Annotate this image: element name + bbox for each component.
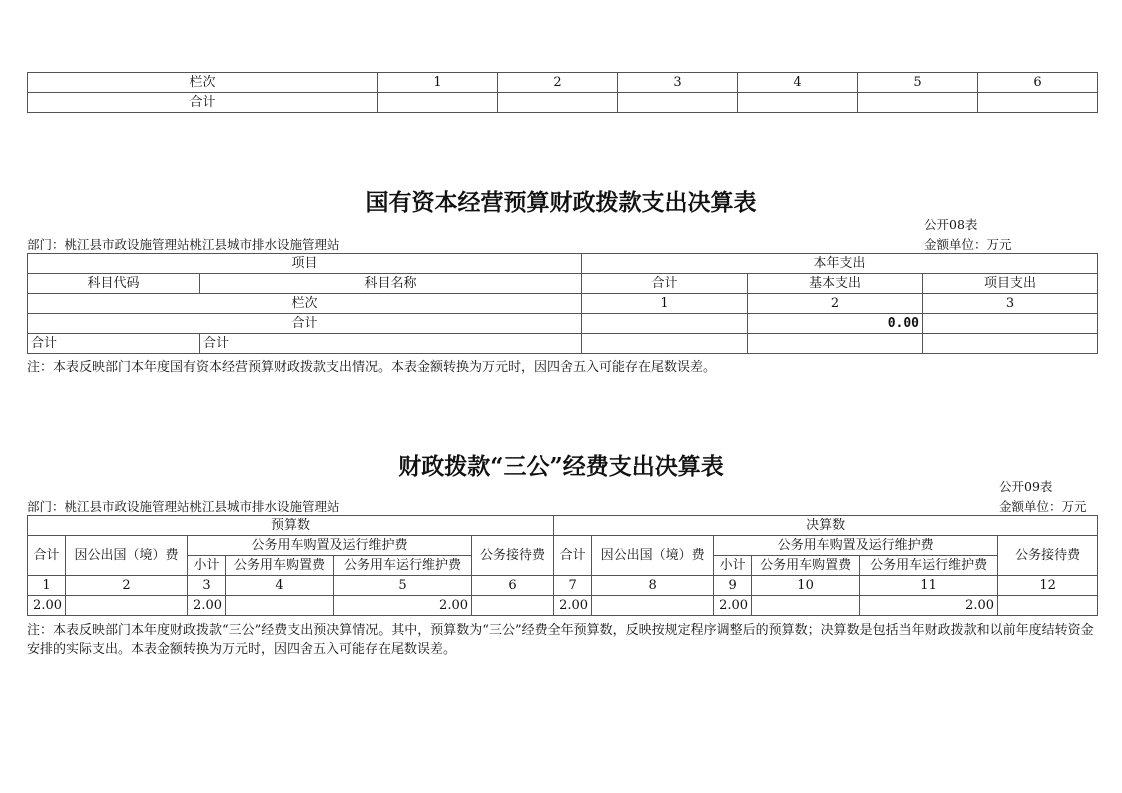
table-row — [28, 314, 1098, 334]
top-table — [27, 72, 1098, 113]
header-name: 科目名称 — [200, 274, 582, 294]
col-number: 9 — [714, 576, 752, 596]
table3-note: 注：本表反映部门本年度财政拨款“三公”经费支出预决算情况。其中，预算数为“三公”经费全年预算数，反映按规定程序调整后的预算数；决算数是包括当年财政拨款和以前年度结转资金安排的实际支出。本表金额转换为万元时，因四舍五入可能存在尾数误差。 — [27, 623, 1094, 657]
header-basic: 基本支出 — [748, 274, 923, 294]
total-label-cell: 合计 — [28, 93, 378, 113]
col-number: 6 — [978, 73, 1098, 93]
header-total: 合计 — [554, 536, 592, 576]
table-header-row — [28, 254, 1098, 274]
header-item: 项目 — [28, 254, 582, 274]
col-number: 4 — [738, 73, 858, 93]
col-number: 11 — [860, 576, 998, 596]
value-cell: 2.00 — [714, 596, 752, 616]
table2-form-number: 公开08表 — [924, 217, 978, 232]
table3-unit: 金额单位：万元 — [999, 499, 1087, 514]
header-purchase: 公务用车购置费 — [226, 556, 334, 576]
value-cell — [998, 596, 1098, 616]
col-number: 2 — [748, 294, 923, 314]
header-reception: 公务接待费 — [472, 536, 554, 576]
value-cell — [226, 596, 334, 616]
total-basic-value: 0.00 — [748, 314, 923, 334]
value-cell — [472, 596, 554, 616]
row-label-cell: 栏次 — [28, 73, 378, 93]
table-header-row — [28, 274, 1098, 294]
table-row — [28, 73, 1098, 93]
header-vehicle: 公务用车购置及运行维护费 — [188, 536, 472, 556]
header-subtotal: 小计 — [714, 556, 752, 576]
table-row — [28, 596, 1098, 616]
header-reception: 公务接待费 — [998, 536, 1098, 576]
value-cell: 2.00 — [28, 596, 66, 616]
table3-title: 财政拨款“三公”经费支出决算表 — [398, 453, 724, 480]
table3-department: 部门：桃江县市政设施管理站桃江县城市排水设施管理站 — [27, 499, 340, 514]
total-label-cell: 合计 — [28, 314, 582, 334]
header-final: 决算数 — [554, 516, 1098, 536]
table3-form-number: 公开09表 — [999, 479, 1053, 494]
state-capital-table — [27, 253, 1098, 354]
table-row — [28, 93, 1098, 113]
value-cell — [66, 596, 188, 616]
header-abroad: 因公出国（境）费 — [592, 536, 714, 576]
three-public-expenses-table — [27, 515, 1098, 616]
col-number: 3 — [618, 73, 738, 93]
col-number: 5 — [858, 73, 978, 93]
table-header-row — [28, 536, 1098, 556]
value-cell: 2.00 — [334, 596, 472, 616]
value-cell: 2.00 — [188, 596, 226, 616]
header-subtotal: 小计 — [188, 556, 226, 576]
header-code: 科目代码 — [28, 274, 200, 294]
table-header-row — [28, 516, 1098, 536]
col-number: 2 — [498, 73, 618, 93]
header-year-expense: 本年支出 — [582, 254, 1098, 274]
header-purchase: 公务用车购置费 — [752, 556, 860, 576]
table-row — [28, 294, 1098, 314]
header-budget: 预算数 — [28, 516, 554, 536]
row-code-cell: 合计 — [28, 334, 200, 354]
col-number: 12 — [998, 576, 1098, 596]
col-number: 3 — [188, 576, 226, 596]
row-label-cell: 栏次 — [28, 294, 582, 314]
col-number: 4 — [226, 576, 334, 596]
table2-note: 注：本表反映部门本年度国有资本经营预算财政拨款支出情况。本表金额转换为万元时，因四舍五入可能存在尾数误差。 — [27, 360, 717, 375]
col-number: 7 — [554, 576, 592, 596]
value-cell — [592, 596, 714, 616]
col-number: 1 — [28, 576, 66, 596]
table-row — [28, 334, 1098, 354]
col-number: 6 — [472, 576, 554, 596]
col-number: 8 — [592, 576, 714, 596]
value-cell: 2.00 — [860, 596, 998, 616]
table2-department: 部门：桃江县市政设施管理站桃江县城市排水设施管理站 — [27, 237, 340, 252]
col-number: 1 — [582, 294, 748, 314]
col-number: 2 — [66, 576, 188, 596]
header-vehicle: 公务用车购置及运行维护费 — [714, 536, 998, 556]
value-cell — [752, 596, 860, 616]
value-cell: 2.00 — [554, 596, 592, 616]
table-row — [28, 576, 1098, 596]
header-maintenance: 公务用车运行维护费 — [334, 556, 472, 576]
header-abroad: 因公出国（境）费 — [66, 536, 188, 576]
header-maintenance: 公务用车运行维护费 — [860, 556, 998, 576]
table2-title: 国有资本经营预算财政拨款支出决算表 — [365, 189, 757, 216]
col-number: 3 — [923, 294, 1098, 314]
col-number: 1 — [378, 73, 498, 93]
col-number: 10 — [752, 576, 860, 596]
row-name-cell: 合计 — [200, 334, 582, 354]
table2-unit: 金额单位：万元 — [924, 237, 1012, 252]
header-project: 项目支出 — [923, 274, 1098, 294]
header-total: 合计 — [582, 274, 748, 294]
header-total: 合计 — [28, 536, 66, 576]
col-number: 5 — [334, 576, 472, 596]
